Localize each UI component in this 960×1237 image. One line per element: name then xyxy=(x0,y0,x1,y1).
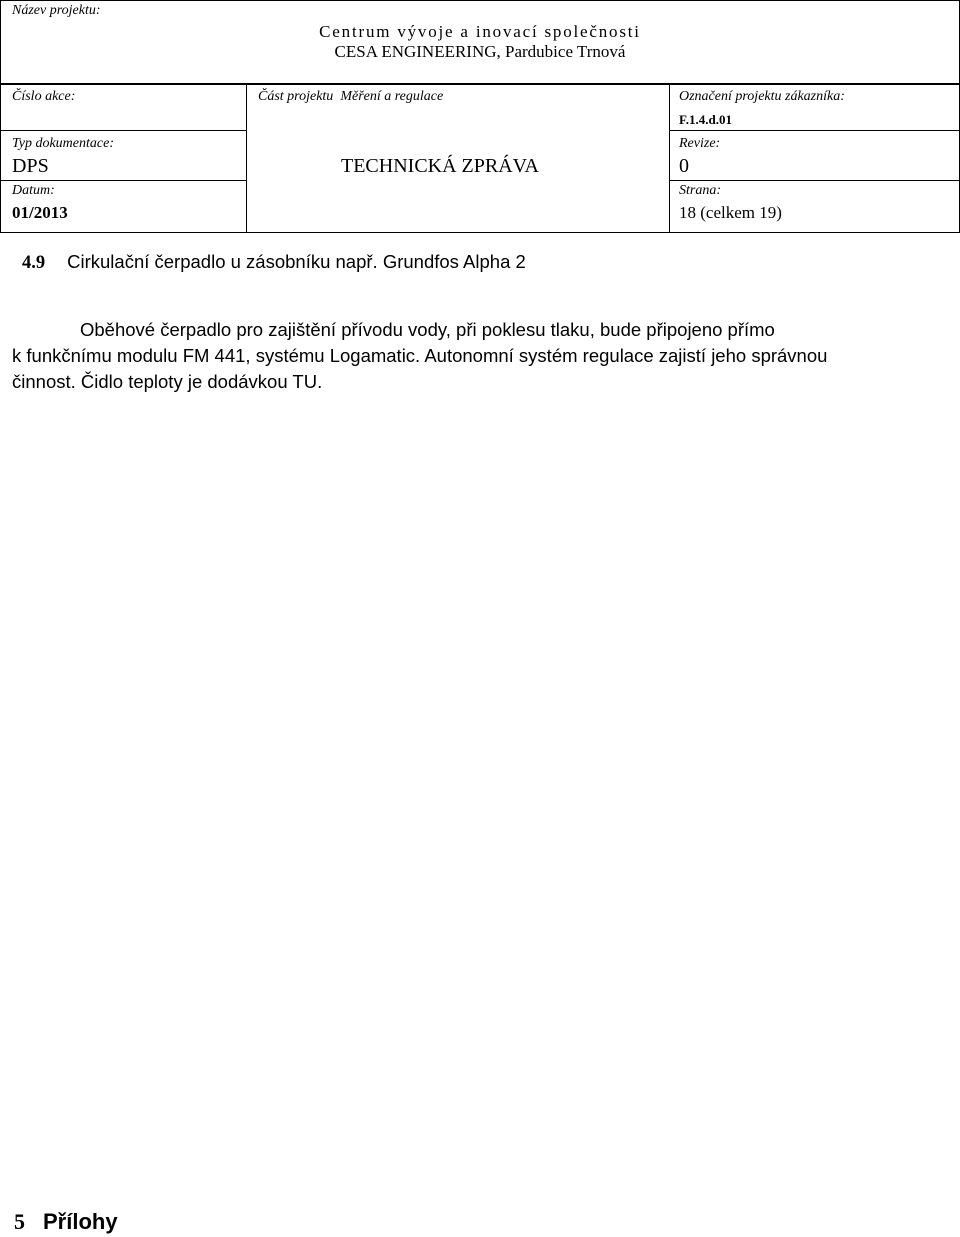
page-label: Strana: xyxy=(679,183,721,198)
table-divider xyxy=(669,180,960,181)
next-section-title: Přílohy xyxy=(43,1209,118,1234)
date-value: 01/2013 xyxy=(12,203,68,222)
project-part-value: Měření a regulace xyxy=(340,89,444,104)
doc-type-value: DPS xyxy=(12,155,49,177)
order-number-label: Číslo akce: xyxy=(12,89,76,104)
section-number: 4.9 xyxy=(22,253,46,273)
project-part xyxy=(258,89,443,105)
section-paragraph xyxy=(12,317,942,395)
paragraph-line: činnost. Čidlo teploty je dodávkou TU. xyxy=(12,371,323,392)
section-heading xyxy=(22,251,526,274)
paragraph-line: k funkčnímu modulu FM 441, systému Logamatic. Autonomní systém regulace zajistí jeho správnou xyxy=(12,345,828,366)
document-title: TECHNICKÁ ZPRÁVA xyxy=(341,155,539,177)
page-value: 18 (celkem 19) xyxy=(679,203,782,222)
revision-label: Revize: xyxy=(679,136,721,151)
section-title: Cirkulační čerpadlo u zásobníku např. Grundfos Alpha 2 xyxy=(67,251,526,272)
project-part-label: Část projektu xyxy=(258,89,334,104)
table-divider xyxy=(0,180,246,181)
table-divider xyxy=(0,84,960,85)
doc-type-label: Typ dokumentace: xyxy=(12,136,114,151)
customer-designation-label: Označení projektu zákazníka: xyxy=(679,89,845,104)
table-border-top xyxy=(0,0,960,1)
table-divider xyxy=(246,84,247,233)
table-divider xyxy=(0,130,246,131)
customer-designation-value: F.1.4.d.01 xyxy=(679,112,732,127)
next-section-number: 5 xyxy=(14,1209,25,1234)
project-title-line2: CESA ENGINEERING, Pardubice Trnová xyxy=(334,42,626,61)
paragraph-line: Oběhové čerpadlo pro zajištění přívodu vody, při poklesu tlaku, bude připojeno přímo xyxy=(80,319,775,340)
next-section-heading xyxy=(14,1209,118,1235)
table-border-bottom xyxy=(0,232,960,233)
table-divider xyxy=(669,130,960,131)
project-title-line1: Centrum vývoje a inovací společnosti xyxy=(319,22,641,41)
date-label: Datum: xyxy=(12,183,55,198)
project-name-label: Název projektu: xyxy=(12,3,101,18)
table-divider xyxy=(669,84,670,233)
revision-value: 0 xyxy=(679,155,689,177)
